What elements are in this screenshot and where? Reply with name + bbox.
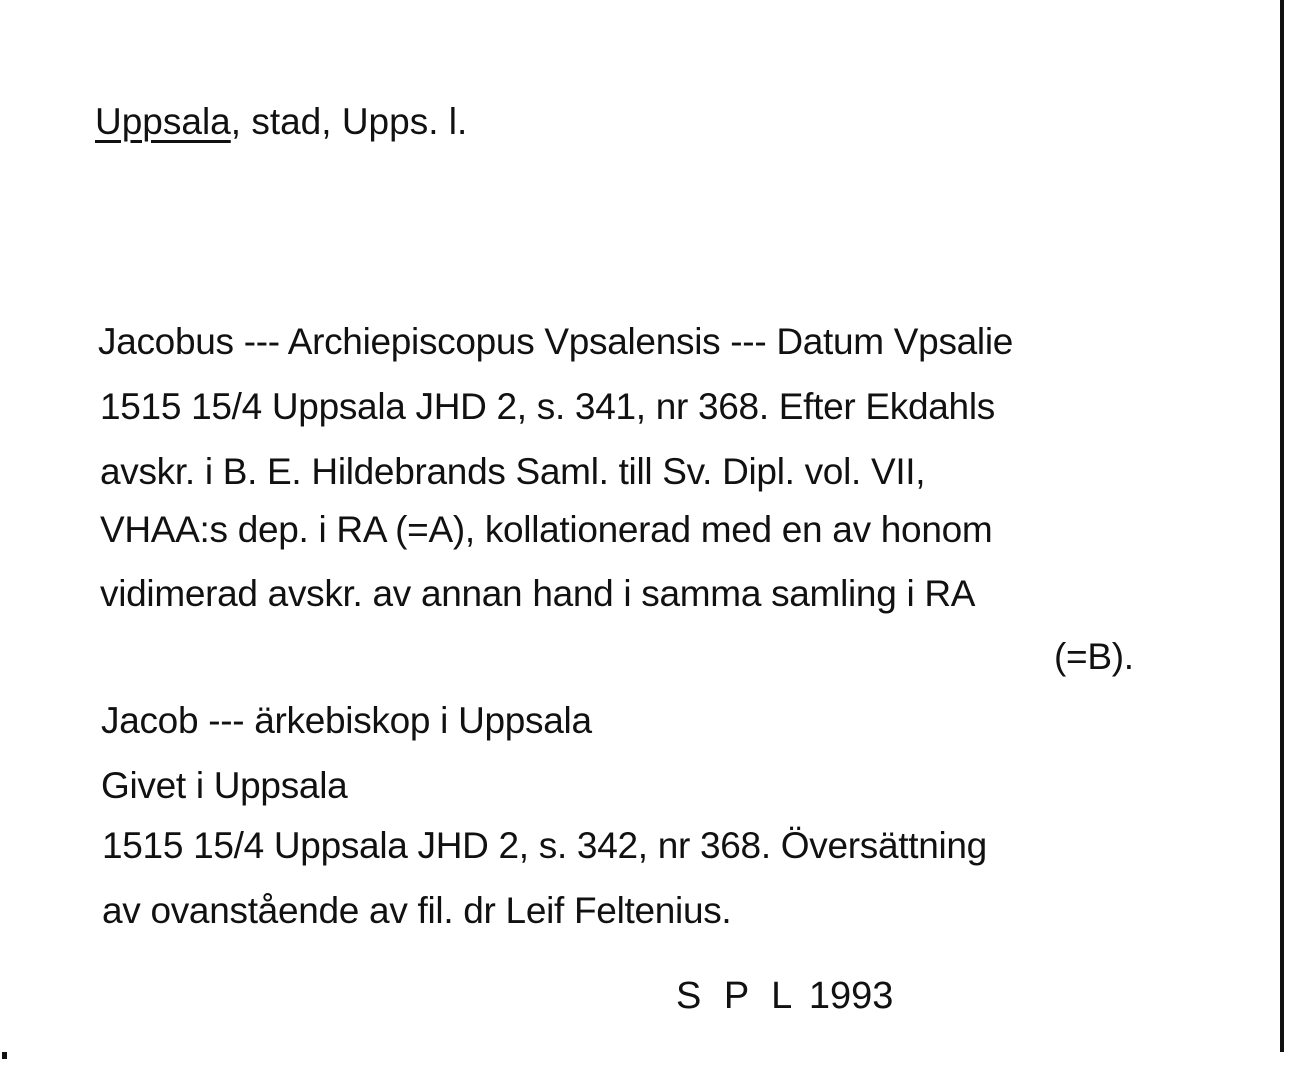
card-heading xyxy=(95,98,467,146)
latin-line-3: avskr. i B. E. Hildebrands Saml. till Sv. Dipl. vol. VII, xyxy=(100,451,926,492)
signature-initials: S P L xyxy=(676,975,799,1017)
signature xyxy=(676,972,893,1020)
latin-line-6: (=B). xyxy=(1054,636,1134,677)
heading-rest: , stad, Upps. l. xyxy=(230,101,468,142)
card-right-border xyxy=(1280,0,1284,1052)
swedish-line-2: Givet i Uppsala xyxy=(101,765,348,806)
heading-place: Uppsala xyxy=(95,101,231,142)
scan-speck xyxy=(2,1052,7,1059)
latin-line-1: Jacobus --- Archiepiscopus Vpsalensis --- Datum Vpsalie xyxy=(98,321,1014,362)
swedish-line-4: av ovanstående av fil. dr Leif Feltenius. xyxy=(102,890,732,931)
latin-line-4: VHAA:s dep. i RA (=A), kollationerad med en av honom xyxy=(100,509,993,550)
signature-year: 1993 xyxy=(808,975,894,1017)
latin-line-5: vidimerad avskr. av annan hand i samma samling i RA xyxy=(100,573,976,614)
latin-line-2: 1515 15/4 Uppsala JHD 2, s. 341, nr 368. Efter Ekdahls xyxy=(100,386,995,427)
swedish-line-3: 1515 15/4 Uppsala JHD 2, s. 342, nr 368. Översättning xyxy=(102,825,987,866)
swedish-line-1: Jacob --- ärkebiskop i Uppsala xyxy=(101,700,592,741)
